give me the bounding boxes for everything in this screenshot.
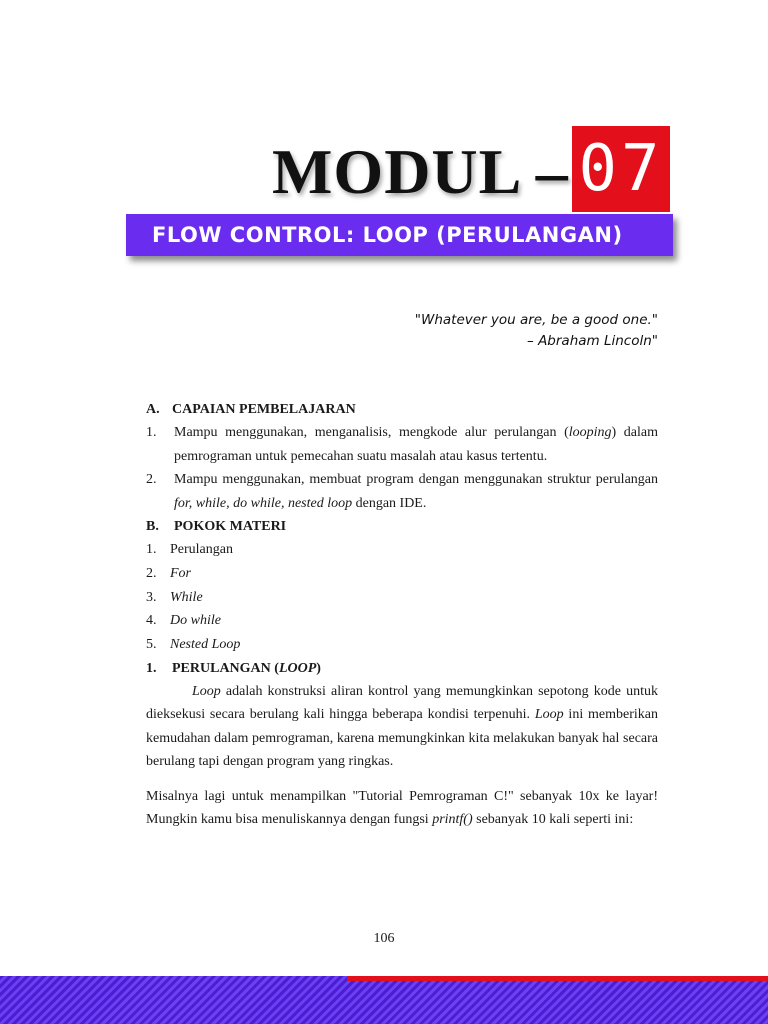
list-item-emphasis: looping: [568, 425, 612, 440]
section-1-heading: [146, 657, 658, 680]
section-1-number: 1.: [146, 660, 157, 676]
section-1-title-emphasis: LOOP: [278, 660, 317, 676]
section-a-title: CAPAIAN PEMBELAJARAN: [172, 402, 356, 417]
section-a-letter: A.: [146, 402, 160, 417]
list-item-text: While: [170, 589, 203, 605]
list-item-emphasis: for, while, do while, nested loop: [174, 495, 353, 511]
footer-red-accent: [347, 976, 768, 981]
module-subtitle-banner: FLOW CONTROL: LOOP (PERULANGAN): [126, 214, 673, 256]
list-item: [146, 586, 658, 610]
paragraph-emphasis: printf(): [432, 812, 473, 828]
section-b-title: POKOK MATERI: [174, 519, 287, 534]
paragraph-text: ini memberikan kemudahan dalam pemrograman, karena memungkinkan kita melakukan banyak hal secara berulang tapi dengan program yang ringkas.: [146, 707, 658, 770]
paragraph-emphasis: Loop: [534, 707, 564, 723]
section-a-heading: [146, 398, 658, 421]
page-number: 106: [373, 931, 395, 946]
section-1-title: PERULANGAN (: [172, 660, 279, 676]
list-item-number: 1.: [146, 542, 157, 557]
page-content: [146, 398, 658, 832]
list-item-number: 2.: [146, 472, 157, 487]
paragraph-emphasis: Loop: [192, 683, 221, 699]
list-item-text: Mampu menggunakan, menganalisis, mengkode alur perulangan (: [174, 425, 569, 440]
quote-text: "Whatever you are, be a good one.": [414, 312, 658, 328]
list-item-number: 4.: [146, 613, 157, 629]
learning-outcomes-list: [146, 421, 658, 515]
list-item-text: Nested Loop: [170, 637, 241, 653]
list-item: [146, 609, 658, 633]
list-item-text: Do while: [170, 613, 221, 629]
list-item: [146, 468, 658, 515]
paragraph-text: Misalnya lagi untuk menampilkan "Tutorial Pemrograman C!" sebanyak 10x ke layar! Mungkin kamu bisa menuliskannya dengan fungsi: [146, 788, 658, 828]
list-item-text: Mampu menggunakan, membuat program dengan menggunakan struktur perulangan: [174, 472, 658, 487]
paragraph-text: sebanyak 10 kali seperti ini:: [472, 812, 634, 828]
list-item: [146, 421, 658, 468]
list-item-text: dengan IDE.: [352, 495, 427, 511]
example-paragraph: [146, 785, 658, 832]
list-item: [146, 562, 658, 586]
topics-list: [146, 538, 658, 657]
paragraph-text: adalah konstruksi aliran kontrol yang memungkinkan sepotong kode untuk dieksekusi secara berulang kali hingga beberapa kondisi terpenuhi.: [146, 683, 658, 723]
quote-author: – Abraham Lincoln": [527, 333, 658, 349]
footer-stripe-bar: [0, 976, 768, 1024]
list-item-number: 1.: [146, 425, 157, 440]
list-item-number: 5.: [146, 637, 157, 653]
list-item-number: 3.: [146, 589, 157, 605]
list-item-text: For: [170, 565, 191, 581]
list-item: [146, 538, 658, 562]
section-b-heading: [146, 515, 658, 538]
epigraph-quote: [415, 310, 658, 352]
loop-definition-paragraph: [146, 680, 658, 774]
list-item: [146, 633, 658, 657]
module-number-badge: 07: [572, 126, 670, 212]
list-item-number: 2.: [146, 565, 157, 581]
section-1-title-close: ): [316, 660, 321, 676]
module-title: MODUL –: [272, 136, 569, 207]
list-item-text: ) dalam pemrograman untuk pemecahan suatu masalah atau kasus tertentu.: [174, 425, 658, 464]
section-b-letter: B.: [146, 519, 159, 534]
list-item-text: Perulangan: [170, 542, 233, 557]
